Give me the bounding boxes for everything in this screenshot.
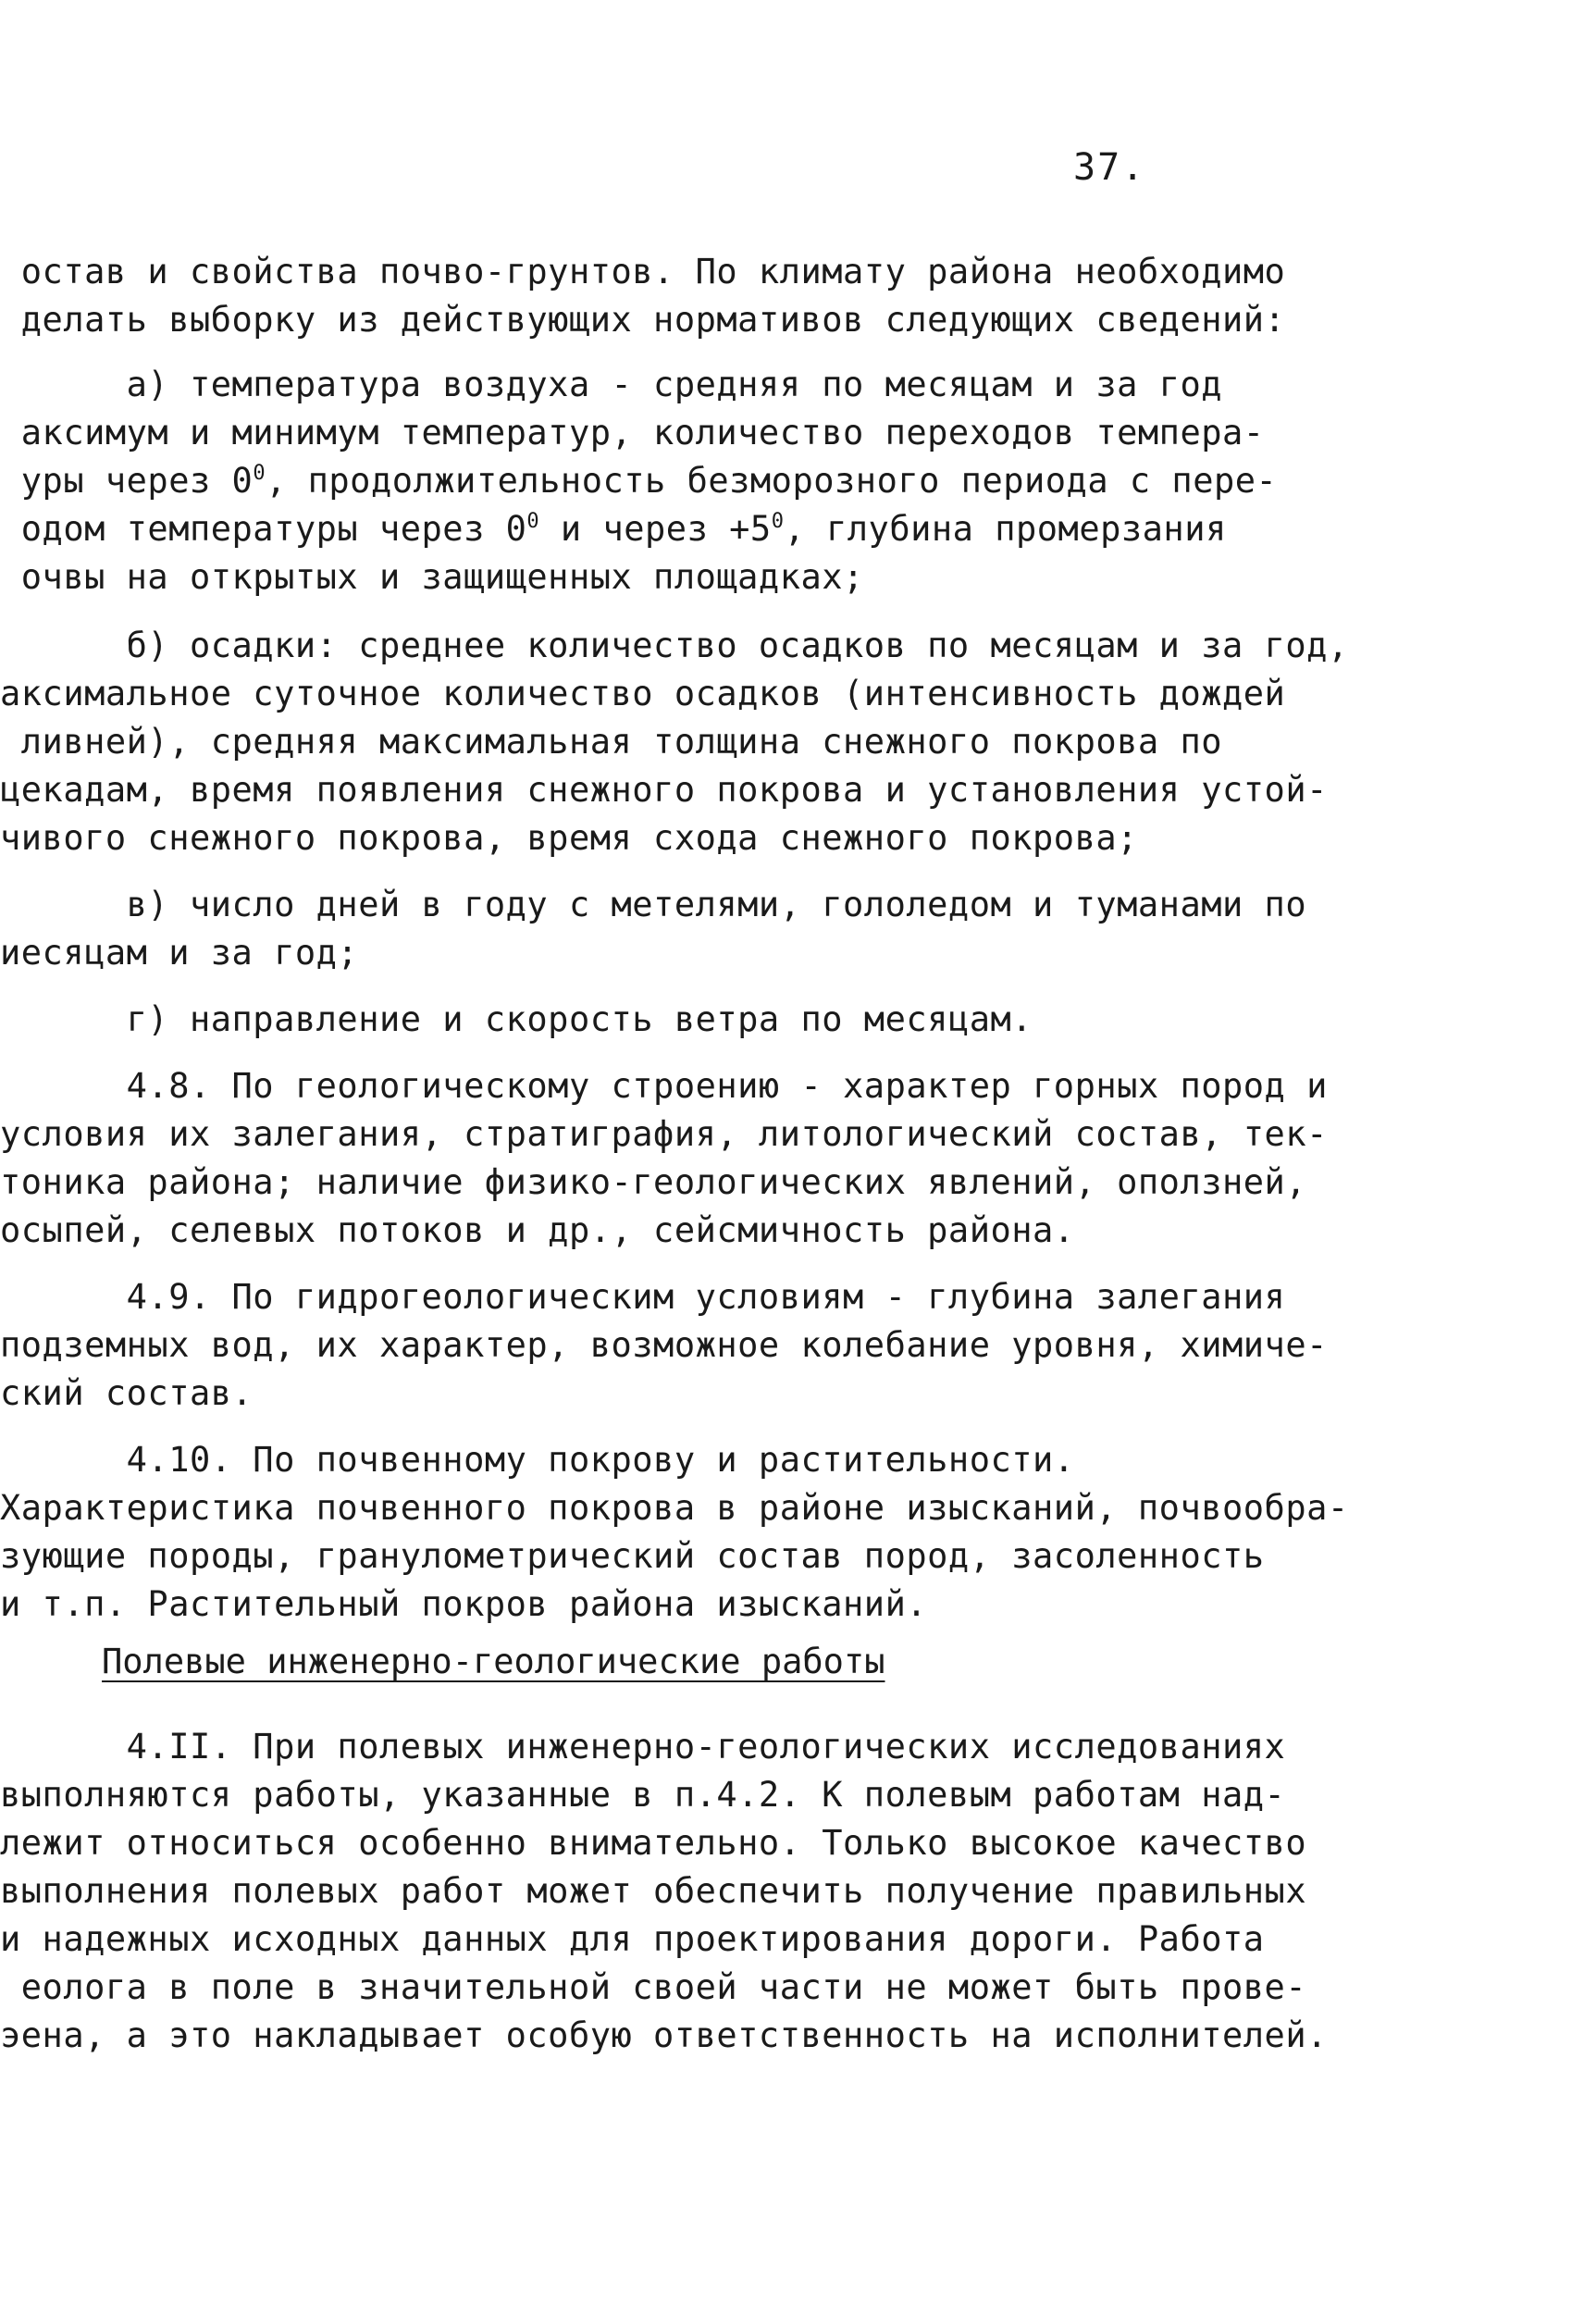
text-line: аксимум и минимум температур, количество переходов темпера-	[0, 413, 1265, 453]
text-line	[0, 457, 1277, 505]
text-line	[0, 505, 1227, 553]
text-line: Характеристика почвенного покрова в районе изысканий, почвообра-	[0, 1488, 1349, 1528]
text-line: ский состав.	[0, 1373, 254, 1413]
degree-superscript: 0	[771, 510, 785, 533]
text-line: остав и свойства почво-грунтов. По климату района необходимо	[0, 252, 1286, 291]
text-line: выполняются работы, указанные в п.4.2. К полевым работам над-	[0, 1775, 1286, 1815]
text-line: и надежных исходных данных для проектирования дороги. Работа	[0, 1919, 1265, 1959]
text-line: еолога в поле в значительной своей части не может быть прове-	[0, 1967, 1307, 2007]
section-heading: Полевые инженерно-геологические работы	[102, 1642, 885, 1681]
text-line: зующие породы, гранулометрический состав пород, засоленность	[0, 1536, 1265, 1576]
text-line: 4.10. По почвенному покрову и растительности.	[0, 1440, 1075, 1480]
text-line: иесяцам и за год;	[0, 933, 359, 973]
text-segment: и через +5	[539, 509, 772, 549]
text-line: осыпей, селевых потоков и др., сейсмичность района.	[0, 1210, 1075, 1250]
text-line: подземных вод, их характер, возможное колебание уровня, химиче-	[0, 1325, 1328, 1365]
text-line: лежит относиться особенно внимательно. Только высокое качество	[0, 1823, 1307, 1863]
text-segment: , продолжительность безморозного периода с пере-	[266, 461, 1278, 501]
text-line: эена, а это накладывает особую ответственность на исполнителей.	[0, 2015, 1328, 2055]
text-segment: уры через 0	[0, 461, 254, 501]
text-line: 4.8. По геологическому строению - характер горных пород и	[0, 1066, 1328, 1106]
text-line: в) число дней в году с метелями, гололедом и туманами по	[0, 885, 1307, 924]
text-line: цекадам, время появления снежного покрова и установления устой-	[0, 770, 1328, 810]
text-line: г) направление и скорость ветра по месяцам.	[0, 999, 1033, 1039]
text-line: аксимальное суточное количество осадков (интенсивность дождей	[0, 674, 1286, 713]
text-line: и т.п. Растительный покров района изысканий.	[0, 1584, 928, 1624]
text-line: 4.II. При полевых инженерно-геологических исследованиях	[0, 1727, 1286, 1767]
text-segment: одом температуры через 0	[0, 509, 527, 549]
text-line: условия их залегания, стратиграфия, литологический состав, тек-	[0, 1114, 1328, 1154]
text-line: выполнения полевых работ может обеспечить получение правильных	[0, 1871, 1307, 1911]
text-line: чивого снежного покрова, время схода снежного покрова;	[0, 818, 1138, 858]
text-line: а) температура воздуха - средняя по месяцам и за год	[0, 365, 1223, 404]
page-number: 37.	[1073, 146, 1146, 189]
text-line: делать выборку из действующих нормативов следующих сведений:	[0, 300, 1286, 340]
text-line: ливней), средняя максимальная толщина снежного покрова по	[0, 722, 1223, 762]
degree-superscript: 0	[526, 510, 540, 533]
text-segment: , глубина промерзания	[784, 509, 1227, 549]
text-line: 4.9. По гидрогеологическим условиям - глубина залегания	[0, 1277, 1286, 1317]
text-line: б) осадки: среднее количество осадков по месяцам и за год,	[0, 626, 1349, 665]
text-line: очвы на открытых и защищенных площадках;	[0, 557, 864, 597]
degree-superscript: 0	[253, 462, 266, 485]
text-line: тоника района; наличие физико-геологических явлений, оползней,	[0, 1162, 1307, 1202]
